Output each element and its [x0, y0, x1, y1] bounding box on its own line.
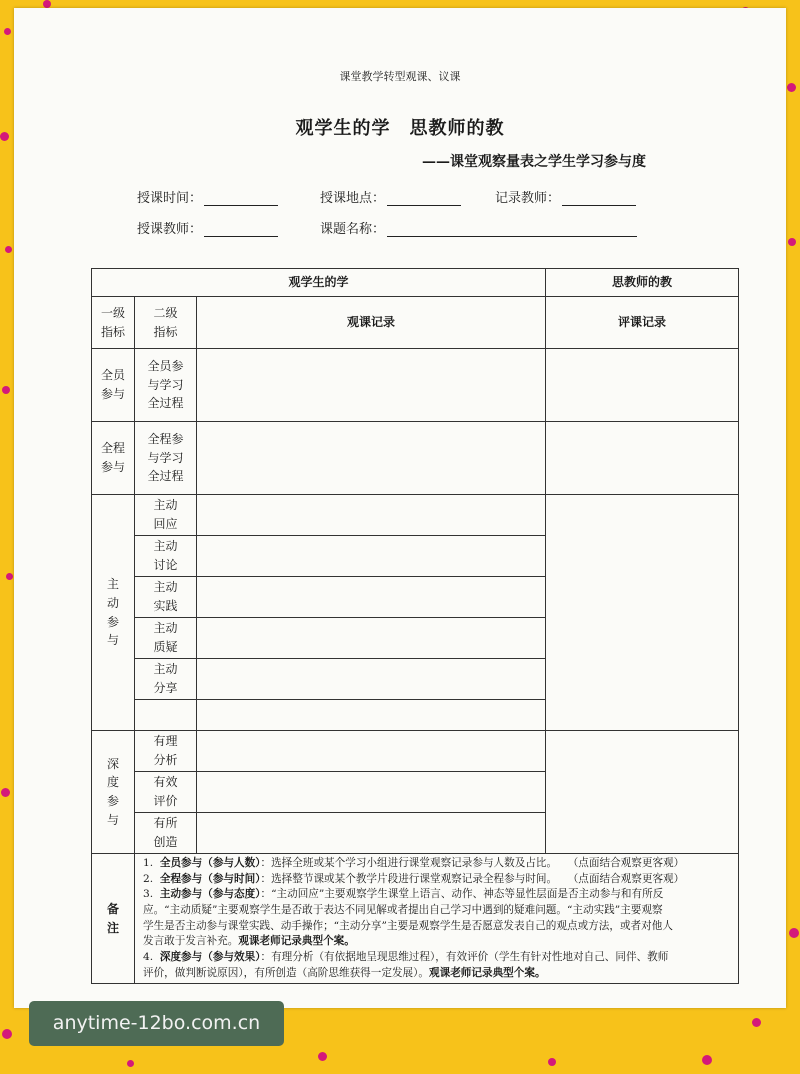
- decor-dot: [0, 132, 9, 141]
- decor-dot: [4, 28, 11, 35]
- note-item-3-cont: 应。“主动质疑”主要观察学生是否敢于表达不同见解或者提出自己学习中遇到的疑难问题。“主动实践”主要观察: [143, 904, 663, 917]
- field-label: 课题名称：: [320, 222, 386, 237]
- field-lesson-time: [137, 187, 278, 206]
- record-cell[interactable]: [197, 577, 546, 618]
- level2-active-practice: 主动 实践: [135, 577, 197, 618]
- decor-dot: [789, 928, 799, 938]
- note-item-3-cont: 学生是否主动参与课堂实践、动手操作；“主动分享”主要是观察学生是否愿意发表自己的观点或方法，或者对他人: [143, 919, 673, 932]
- record-cell[interactable]: [197, 772, 546, 813]
- document-sheet: [14, 8, 786, 1008]
- level2-effective-evaluation: 有效 评价: [135, 772, 197, 813]
- decor-dot: [43, 0, 51, 8]
- level2-blank: [135, 700, 197, 731]
- blank-line: [387, 223, 637, 237]
- field-topic: [320, 218, 637, 237]
- notes-row: [92, 854, 739, 984]
- decor-dot: [787, 83, 796, 92]
- table-header-row: [92, 269, 739, 297]
- table-row: [92, 731, 739, 772]
- level1-deep-participation: 深 度 参 与: [92, 731, 135, 854]
- level2-full-participation: 全员参 与学习 全过程: [135, 349, 197, 422]
- table-row: [92, 495, 739, 536]
- page-title: 观学生的学 思教师的教: [295, 118, 505, 139]
- note-item-2: 2. 全程参与（参与时间）：选择整节课或某个教学片段进行课堂观察记录全程参与时间。 （点面结合观察更客观）: [143, 872, 685, 885]
- col-record-header: 观课记录: [197, 297, 546, 349]
- col-level2-header: 二级 指标: [135, 297, 197, 349]
- level2-active-discuss: 主动 讨论: [135, 536, 197, 577]
- decor-dot: [2, 1029, 12, 1039]
- level2-reasoned-analysis: 有理 分析: [135, 731, 197, 772]
- level2-active-share: 主动 分享: [135, 659, 197, 700]
- record-cell[interactable]: [197, 422, 546, 495]
- record-cell[interactable]: [197, 349, 546, 422]
- header-observe-students: 观学生的学: [92, 269, 546, 297]
- record-cell[interactable]: [197, 618, 546, 659]
- column-header-row: [92, 297, 739, 349]
- decor-dot: [702, 1055, 712, 1065]
- note-item-4-cont: 评价，做判断说原因），有所创造（高阶思维获得一定发展）。观课老师记录典型个案。: [143, 966, 546, 979]
- level2-active-respond: 主动 回应: [135, 495, 197, 536]
- record-cell[interactable]: [197, 731, 546, 772]
- note-item-4: 4. 深度参与（参与效果）：有理分析（有依据地呈现思维过程），有效评价（学生有针对性地对自己、同伴、教师: [143, 951, 669, 964]
- col-review-header: 评课记录: [546, 297, 739, 349]
- decor-dot: [548, 1058, 556, 1066]
- notes-content: [135, 854, 739, 984]
- level2-whole-process: 全程参 与学习 全过程: [135, 422, 197, 495]
- level1-full-participation: 全员 参与: [92, 349, 135, 422]
- level2-creation: 有所 创造: [135, 813, 197, 854]
- decor-dot: [788, 238, 796, 246]
- col-level1-header: 一级 指标: [92, 297, 135, 349]
- review-cell[interactable]: [546, 422, 739, 495]
- record-cell[interactable]: [197, 659, 546, 700]
- decor-dot: [127, 1060, 134, 1067]
- blank-line: [204, 192, 278, 206]
- observation-table: [91, 268, 739, 984]
- blank-line: [562, 192, 636, 206]
- header-reflect-teacher: 思教师的教: [546, 269, 739, 297]
- note-item-3-cont: 发言敢于发言补充。观课老师记录典型个案。: [143, 935, 355, 948]
- record-cell[interactable]: [197, 536, 546, 577]
- decor-dot: [2, 386, 10, 394]
- field-label: 授课教师：: [137, 222, 203, 237]
- table-row: [92, 422, 739, 495]
- note-item-1: 1. 全员参与（参与人数）：选择全班或某个学习小组进行课堂观察记录参与人数及占比。 （点面结合观察更客观）: [143, 857, 685, 869]
- field-recorder: [495, 187, 636, 206]
- review-cell[interactable]: [546, 495, 739, 731]
- review-cell[interactable]: [546, 731, 739, 854]
- record-cell[interactable]: [197, 495, 546, 536]
- level1-active-participation: 主 动 参 与: [92, 495, 135, 731]
- review-cell[interactable]: [546, 349, 739, 422]
- record-cell[interactable]: [197, 700, 546, 731]
- field-label: 记录教师：: [495, 191, 561, 206]
- header-line: 课堂教学转型观课、议课: [339, 70, 461, 83]
- record-cell[interactable]: [197, 813, 546, 854]
- field-lesson-place: [320, 187, 461, 206]
- blank-line: [387, 192, 461, 206]
- field-teacher: [137, 218, 278, 237]
- decor-dot: [318, 1052, 327, 1061]
- table-row: [92, 349, 739, 422]
- level1-whole-process: 全程 参与: [92, 422, 135, 495]
- decor-dot: [1, 788, 10, 797]
- level2-active-question: 主动 质疑: [135, 618, 197, 659]
- field-label: 授课地点：: [320, 191, 386, 206]
- decor-dot: [5, 246, 12, 253]
- field-label: 授课时间：: [137, 191, 203, 206]
- page-subtitle: ——课堂观察量表之学生学习参与度: [422, 154, 646, 170]
- notes-label: 备 注: [92, 854, 135, 984]
- blank-line: [204, 223, 278, 237]
- decor-dot: [6, 573, 13, 580]
- note-item-3: 3. 主动参与（参与态度）：“主动回应”主要观察学生课堂上语言、动作、神态等显性层面是否主动参与和有所反: [143, 888, 664, 901]
- watermark-badge: anytime-12bo.com.cn: [29, 1001, 284, 1046]
- decor-dot: [752, 1018, 761, 1027]
